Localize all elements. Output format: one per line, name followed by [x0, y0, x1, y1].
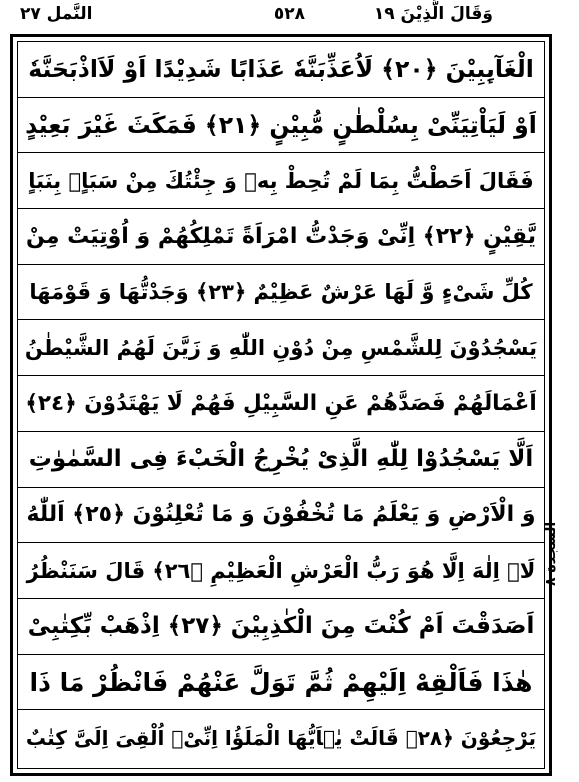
- verse-line: [18, 376, 544, 432]
- verse-line: [18, 432, 544, 488]
- verse-line-text: یَسْجُدُوْنَ لِلشَّمْسِ مِنْ دُوْنِ اللّٰهِ وَ زَیَّنَ لَهُمُ الشَّیْطٰنُ: [24, 335, 538, 360]
- verse-line: [18, 42, 544, 98]
- verse-line-text: كُلِّ شَیْءٍ وَّ لَهَا عَرْشٌ عَظِیْمٌ ﴿٢٣﴾ وَجَدْتُّهَا وَ قَوْمَهَا: [29, 280, 533, 305]
- page-number: ٥٢٨: [273, 4, 306, 24]
- verse-line-text: اَلَّا یَسْجُدُوْا لِلّٰهِ الَّذِیْ یُخْرِجُ الْخَبْءَ فِی السَّمٰوٰتِ: [28, 446, 534, 473]
- verse-line-text: اَعْمَالَهُمْ فَصَدَّهُمْ عَنِ السَّبِیْلِ فَهُمْ لَا یَهْتَدُوْنَ ﴿٢٤﴾: [25, 391, 537, 417]
- verse-lines: [17, 41, 545, 769]
- juz-title: وَقَالَ الَّذِیْنَ ١٩: [373, 4, 493, 24]
- verse-line-text: فَقَالَ اَحَطْتُّ بِمَا لَمْ تُحِطْ بِهٖ وَ جِئْتُكَ مِنْ سَبَاٍۭ بِنَبَاٍ: [28, 168, 534, 193]
- text-frame: [10, 34, 552, 776]
- verse-line-text: هٰذَا فَاَلْقِهْ اِلَیْهِمْ ثُمَّ تَوَلَّ عَنْهُمْ فَانْظُرْ مَا ذَا: [29, 667, 533, 697]
- verse-line: [18, 543, 544, 599]
- surah-title: النَّمل ٢٧: [20, 4, 93, 24]
- verse-line: [18, 655, 544, 711]
- verse-line-text: وَ الْاَرْضِ وَ یَعْلَمُ مَا تُخْفُوْنَ وَ مَا تُعْلِنُوْنَ ﴿٢٥﴾ اَللّٰهُ: [26, 502, 536, 528]
- verse-line-text: اَصَدَقْتَ اَمْ كُنْتَ مِنَ الْكٰذِبِیْنَ ﴿٢٧﴾ اِذْهَبْ بِّكِتٰبِیْ: [27, 613, 535, 640]
- verse-line: [18, 488, 544, 544]
- verse-line: [18, 209, 544, 265]
- sajda-marker: السجدة ٨: [543, 521, 559, 587]
- verse-line: [18, 599, 544, 655]
- verse-line-text: لَاۤ اِلٰهَ اِلَّا هُوَ رَبُّ الْعَرْشِ الْعَظِیْمِ ﴿٢٦﴾ قَالَ سَنَنْظُرُ: [26, 558, 536, 583]
- verse-line: [18, 153, 544, 209]
- verse-line-text: یَرْجِعُوْنَ ﴿٢٨﴾ قَالَتْ یٰۤاَیُّهَا الْمَلَؤُا اِنِّیْۤ اُلْقِیَ اِلَیَّ كِتٰبٌ: [25, 726, 537, 751]
- verse-line: [18, 710, 544, 766]
- verse-line-text: الْغَآىِٕبِیْنَ ﴿٢٠﴾ لَاُعَذِّبَنَّهٗ عَذَابًا شَدِیْدًا اَوْ لَاَاذْبَحَنَّهٗ: [28, 55, 534, 84]
- verse-line: [18, 265, 544, 321]
- verse-line-text: یَّقِیْنٍ ﴿٢٢﴾ اِنِّیْ وَجَدْتُّ امْرَاَةً تَمْلِكُهُمْ وَ اُوْتِیَتْ مِنْ: [26, 223, 536, 249]
- verse-line-text: اَوْ لَیَاْتِیَنِّیْ بِسُلْطٰنٍ مُّبِیْنٍ ﴿٢١﴾ فَمَكَثَ غَیْرَ بَعِیْدٍ: [25, 111, 537, 140]
- verse-line: [18, 321, 544, 377]
- verse-line: [18, 98, 544, 154]
- page-header: [0, 0, 579, 34]
